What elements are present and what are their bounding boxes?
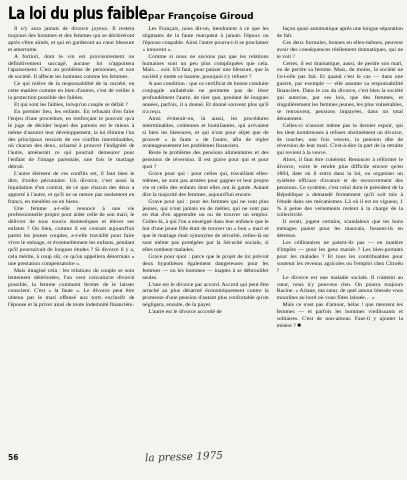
paragraph: L'une est le divorce par accord. Accord qui peut être arraché au plus désarmé économiquement contre la promesse d'une pension d'autant plus confortable qu'on négligera, ensuite, de la payer. [142, 281, 269, 309]
paragraph: Celles-ci n'auront même pas le dernier espoir, qui les tient nombreuses à refuser obstinément un divorce, de toucher, une fois veuves, la pension dite de réversion de leur mari. C'est-à-dire la part de la retraite qui revient à la veuve. [276, 122, 403, 157]
paragraph: Mais ce n'est pas d'amour, hélas ! que meurent les femmes — et parfois les hommes vieillissants et solitaires. C'est de non-amour. Faut-il y ajouter la misère ? ■ [276, 302, 403, 329]
paragraph: Grave pour qui : pour les femmes qui ne sont plus jeunes, qui n'ont jamais eu de métier, qui ne sont pas en état d'en apprendre un ou de trouver un emploi. Celles-là, à qui l'on a enseigné dans leur enfance que le but d'une jeune fille était de trouver un « bon » mari et que le mariage était synonyme de sécurité, celles-là ne sont même pas protégées par la Sécurité sociale, si elles tombent malades. [142, 198, 269, 253]
article-title: La loi du plus faible [8, 4, 148, 22]
paragraph: Ainsi éviterait-on, là aussi, les procédures interminables, coûteuses et humiliantes, qui avivaient si bien les blessures, et qui n'ont pour objet que de prouver « la faute » de l'autre, afin de régler avantageusement les problèmes financiers. [142, 115, 269, 150]
paragraph: Comme si nous ne savions pas que les relations humaines sont un peu plus compliquées que cela. Mais… soit. S'il faut, pour panser une blessure, que la société y mette ce baume, pourquoi s'y refuser ? [142, 53, 269, 81]
paragraph: Grave pour qui : pour celles qui, travaillant elles-mêmes, ne sont pas armées pour gagner et leur propre vie et celle des enfants dont elles ont la garde. Autant dire la majorité des femmes, aujourd'hui encore. [142, 171, 269, 198]
paragraph: Et qui sont les faibles, lorsqu'un couple se défait ? [14, 101, 128, 108]
paragraph: Grave pour quoi : parce que le projet de loi prévoit deux hypothèses également dangereuses pour les femmes — ou les hommes — inaptes à se débrouiller seules. [142, 253, 269, 281]
paragraph: Ces deux formules, bonnes en elles-mêmes, peuvent avoir des conséquences réellement dramatiques, qui ne le voit ? [276, 39, 403, 60]
paragraph: Il n'y aura jamais de divorce joyeux. Il restera toujours des hommes et des femmes qui se déchireront après s'être aimés, et qui en garderont au cœur blessure et amertume. [8, 26, 135, 53]
paragraph: A fortiori, dont le vin est provisoirement ou définitivement saccagé, aucune loi n'apportera l'apaisement. C'est un problème de personnes, et non de société. Il affecte les hommes comme les femmes. [8, 53, 135, 81]
paragraph: Une femme a-t-elle renoncé à une vie professionnelle propre pour aider celle de son mari, le délivrer de tous soucis domestiques et élever ses enfants ? On bien, comme il est courant aujourd'hui parmi les jeunes couples, a-t-elle travaillé pour faire vivre le ménage, et éventuellement les enfants, pendant qu'il poursuivait de longues études ? Si divorce il y a, cela mérite, à coup sûr, ce qu'on appellera désormais « une prestation compensatoire ». [8, 205, 135, 267]
page-number: 56 [8, 453, 19, 462]
paragraph: façon quasi automatique après une longue séparation de fait. [276, 26, 403, 39]
paragraph: Le divorce est une maladie sociale. Il n'atteint au cœur, nous n'y pouvons rien. On pourra toujours Racine. « Ariane, ma sœur, de quel amour blessée vous mourûtes au bord où vous fûtes laissée… » [276, 274, 403, 302]
text-column-2 [142, 26, 268, 446]
paragraph: L'autre est le divorce accordé de [148, 309, 222, 316]
title-row [8, 4, 403, 22]
paragraph: Les célibataires ne paient-ils pas — en matière d'impôts — pour les gens mariés ? Les bien-portants pour les malades ? Et tous les contribuables pour soutenir les revenus agricoles ou l'emploi chez Citroën ? [276, 240, 403, 274]
paragraph: En premier lieu, les enfants. En refusant d'en faire l'enjeu d'une procédure, en renforçant le pouvoir qu'a le juge de décider lequel des parents est le mieux à même d'assurer leur développement, la loi élimine l'un des principaux ressorts de ces conflits interminables, où chacun des deux, acharné à prouver l'indignité de l'autre, amènerait ce qui pourrait demeurer pour l'enfant de l'image parentale, une fois le mariage détruit. [8, 108, 135, 171]
paragraph: L'autre élément de ces conflits est, il faut bien le dire, d'ordre pécuniaire. Un divorce, c'est aussi la liquidation d'un contrat, de ce que chacun des deux a apporté à l'autre, et qu'il ne se meure pas seulement en francs, en meubles ou en biens. [8, 171, 135, 205]
text-column-3 [277, 26, 403, 446]
paragraph: Mais imaginé cela : les relations du couple se sont lentement détériorées, l'un veut convaincre divorcé possible, la femme comment fermer de le laisser conscient. C'est « la faute ». Le divorce peut être obtenu par le mari offensé aux torts exclusifs de l'épouse et la priver ainsi de toute indemnité financière. [8, 267, 135, 309]
paragraph: Les Français, nous dit-on, tiendraient à ce que les stigmates de la faute marquent à jamais l'époux ou l'épouse coupable. Ainsi l'autre pourra-t-il se proclamer « innocent ». [142, 26, 269, 53]
end-of-article-mark: ■ [295, 322, 301, 329]
paragraph: A une condition : que ce certificat de bonne conduite conjugale unilatérale ne permette pas de léser profondément l'autre, de nier que, pendant de longues années, parfois, il a donné. Et donné souvent plus qu'il n'a reçu. [142, 81, 269, 115]
article-byline: par Françoise Giroud [147, 12, 254, 22]
paragraph: Reste le problème des pensions alimentaires et des pensions de réversion. Il est grave pour qui et pour quoi ? [142, 150, 269, 171]
paragraph: Il serait, jugent certains, scandaleux que les bons ménages paient pour les mauvais, fussent-ils en détresse. [276, 219, 403, 240]
paragraph: Certes, il est dramatique, aussi, de perdre son mari, ou de perdre sa femme. Mais, du moins, la société ne l'a-t-elle pas fait. Et quand c'est le cas — dans une guerre, par exemple — elle assume sa responsabilité financière. Dans le cas du divorce, c'est bien la société qui autorise, par ses lois, que des femmes, et singulièrement les femmes jeunes, les plus vulnérables, se retrouvent, pensions impayées, dans un total dénuement. [276, 60, 403, 122]
paragraph: Ce qui relève de la responsabilité de la société, en cette matière comme en bien d'autres, c'est de veiller à la protection possible des faibles. [8, 81, 135, 102]
paragraph: Alors, il faut être cohérent. Renoncer à réformer le divorce, voire le rendre plus difficile encore qu'en 1804, date où il entra dans la loi, ou organiser un système efficace d'avance et de recouvrement des pensions. Ce système, c'est celui dont le président de la République a demandé fermement qu'il soit mis à l'étude dans ses mécanismes. Là où il est en vigueur, 1 % à peine des versements restent à la charge de la collectivité. [276, 157, 403, 219]
handwritten-annotation: la presse 1975 [144, 449, 224, 465]
text-column-1 [8, 26, 134, 446]
article-body [8, 26, 403, 446]
